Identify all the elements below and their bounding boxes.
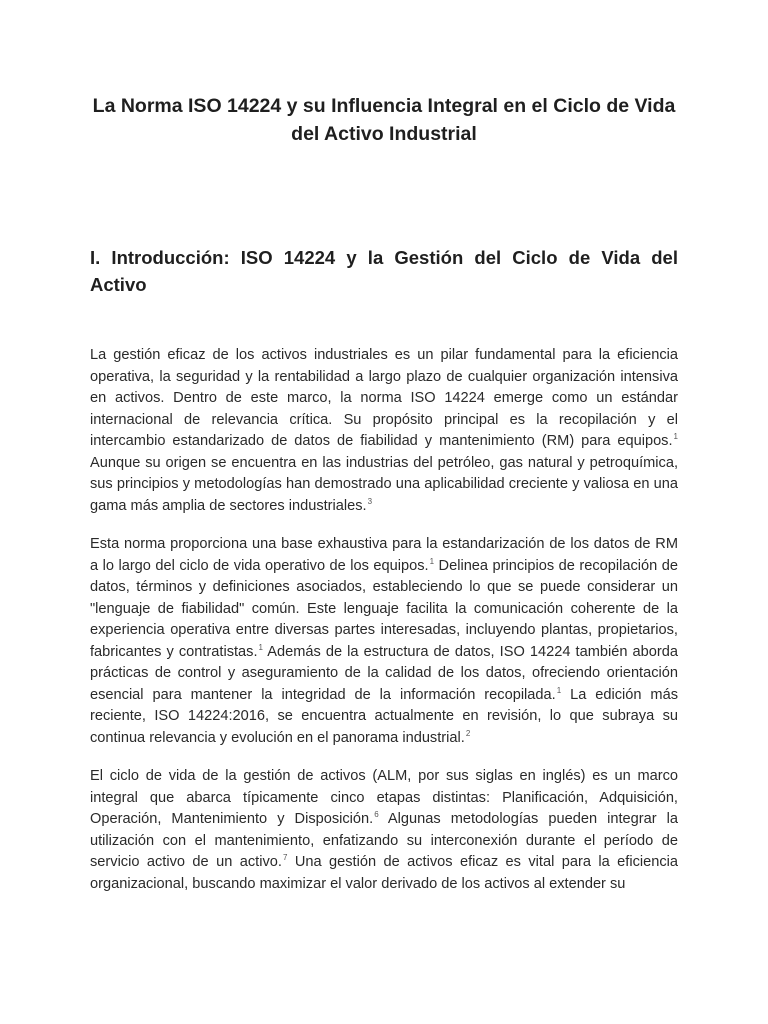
footnote-ref[interactable]: 2	[465, 728, 471, 738]
footnote-ref[interactable]: 1	[673, 432, 678, 442]
footnote-ref[interactable]: 1	[258, 642, 263, 652]
footnote-ref[interactable]: 6	[374, 810, 379, 820]
paragraph-text: Delinea principios de recopilación de datos, términos y definiciones asociados, estableciendo lo que se puede considerar un "lenguaje de fiabilidad" común. Este lenguaje facilita la comunicación coherente de la experiencia operativa entre diversas partes interesadas, incluyendo plantas, propietarios, fabricantes y contratistas.	[90, 557, 678, 660]
body-text	[90, 345, 678, 912]
paragraph-text: La gestión eficaz de los activos industriales es un pilar fundamental para la eficiencia operativa, la seguridad y la rentabilidad a largo plazo de cualquier organización intensiva en activos. Dentro de este marco, la norma ISO 14224 emerge como un estándar internacional de relevancia crítica. Su propósito principal es la recopilación y el intercambio estandarizado de datos de fiabilidad y mantenimiento (RM) para equipos.	[90, 347, 678, 449]
paragraph-3	[90, 766, 678, 895]
paragraph-text: Algunas metodologías pueden integrar la utilización con el mantenimiento, enfatizando su interconexión durante el período de servicio activo de un activo.	[90, 811, 678, 870]
paragraph-2	[90, 534, 678, 749]
paragraph-text: El ciclo de vida de la gestión de activos (ALM, por sus siglas en inglés) es un marco integral que abarca típicamente cinco etapas distintas: Planificación, Adquisición, Operación, Mantenimiento y Disposición.	[90, 768, 678, 827]
section-heading: I. Introducción: ISO 14224 y la Gestión del Ciclo de Vida del Activo	[90, 247, 678, 295]
paragraph-text: Además de la estructura de datos, ISO 14224 también aborda prácticas de control y aseguramiento de la calidad de los datos, ofreciendo orientación esencial para mantener la integridad de la información recopilada.	[90, 643, 678, 703]
footnote-ref[interactable]: 3	[367, 496, 373, 506]
paragraph-text: Aunque su origen se encuentra en las industrias del petróleo, gas natural y petroquímica, sus principios y metodologías han demostrado una aplicabilidad creciente y valiosa en una gama más amplia de sectores industriales.	[90, 454, 678, 514]
footnote-ref[interactable]: 1	[429, 556, 435, 566]
paragraph-text: Esta norma proporciona una base exhaustiva para la estandarización de los datos de RM a lo largo del ciclo de vida operativo de los equipos.	[90, 536, 678, 574]
paragraph-text: La edición más reciente, ISO 14224:2016, se encuentra actualmente en revisión, lo que subraya su continua relevancia y evolución en el panorama industrial.	[90, 686, 679, 746]
footnote-ref[interactable]: 1	[556, 685, 562, 695]
paragraph-1	[90, 345, 678, 517]
footnote-ref[interactable]: 7	[282, 853, 288, 863]
paragraph-text: Una gestión de activos eficaz es vital para la eficiencia organizacional, buscando maximizar el valor derivado de los activos al extender su	[90, 854, 679, 892]
document-title: La Norma ISO 14224 y su Influencia Integral en el Ciclo de Vida del Activo Industrial	[92, 95, 676, 145]
